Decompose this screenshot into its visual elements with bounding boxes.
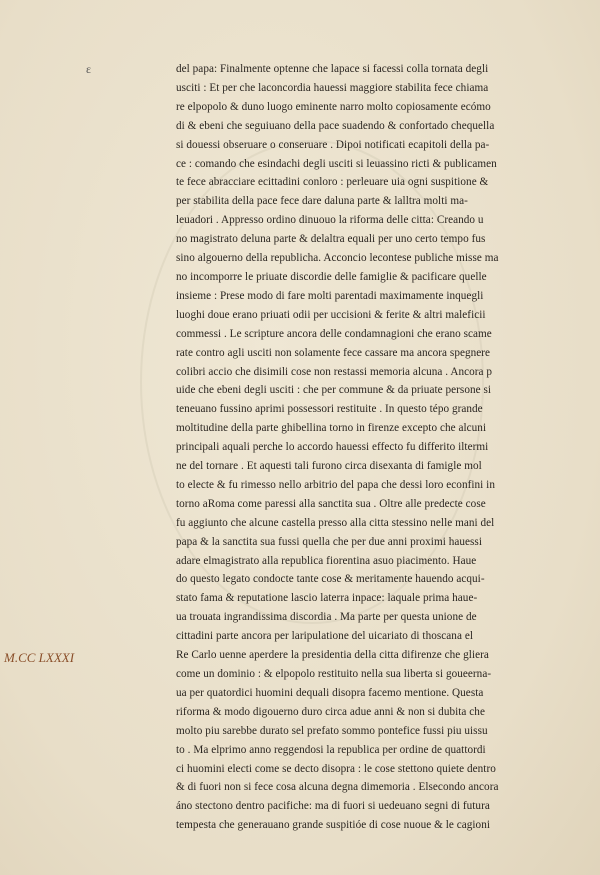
text-line: ce : comando che esindachi degli usciti si leuassino ricti & publicamen	[176, 157, 497, 170]
text-line: come un dominio : & elpopolo restituito nella sua liberta si goueerna-	[176, 668, 492, 680]
text-line: ua trouata ingrandissima discordia . Ma parte per questa unione de	[176, 611, 477, 624]
text-line: torno aRoma come paressi alla sanctita sua . Oltre alle predecte cose	[176, 497, 486, 510]
text-line: ua per quatordici huomini dequali disopra facemo mentione. Questa	[176, 686, 484, 699]
text-line: di & ebeni che seguiuano della pace suadendo & confortado chequella	[176, 119, 495, 132]
text-line: teneuano fussino aprimi possessori restituite . In questo tépo grande	[176, 403, 483, 416]
text-line: do questo legato condocte tante cose & meritamente hauendo acqui-	[176, 573, 485, 586]
text-line: insieme : Prese modo di fare molti parentadi maximamente inquegli	[176, 289, 484, 302]
corner-mark: ε	[86, 62, 92, 76]
text-line: rate contro agli usciti non solamente fece cassare ma ancora spegnere	[176, 346, 491, 359]
text-line: no magistrato deluna parte & delaltra equali per uno certo tempo fus	[176, 233, 486, 246]
text-line: luoghi doue erano priuati odii per uccisioni & ferite & altri maleficii	[176, 308, 486, 321]
text-line: te fece abracciare ecittadini conloro : perleuare uia ogni suspitione &	[176, 176, 489, 189]
text-line: fu aggiunto che alcune castella presso alla citta stessino nelle mani del	[176, 516, 495, 529]
text-line: ne del tornare . Et aquesti tali furono circa disexanta di famigle mol	[176, 460, 482, 473]
text-line: molto piu sarebbe durato sel prefato sommo pontefice fussi piu uissu	[176, 724, 488, 737]
text-line: no incomporre le priuate discordie delle famiglie & pacificare quelle	[176, 270, 487, 283]
text-line: colibri accio che disimili cose non restassi memoria alcuna . Ancora p	[176, 365, 493, 378]
text-line: del papa: Finalmente optenne che lapace si facessi colla tornata degli	[176, 63, 489, 75]
text-line: to . Ma elprimo anno reggendosi la republica per ordine de quattordi	[176, 743, 486, 756]
text-line: to electe & fu rimesso nello arbitrio del papa che dessi loro econfini in	[176, 478, 495, 491]
text-line: & di fuori non si fece cosa alcuna degna dimemoria . Elsecondo ancora	[176, 781, 499, 794]
text-line: stato fama & reputatione lascio laterra inpace: laquale prima haue-	[176, 592, 478, 605]
text-line: leuadori . Appresso ordino dinuouo la riforma delle citta: Creando u	[176, 214, 484, 227]
text-line: uide che ebeni degli usciti : che per commune & da priuate persone si	[176, 384, 492, 397]
text-line: cittadini parte ancora per laripulatione del uicariato di thoscana el	[176, 630, 473, 643]
text-line: Re Carlo uenne aperdere la presidentia della citta difirenze che gliera	[176, 649, 489, 662]
margin-note-date: M.CC LXXXI	[4, 650, 75, 665]
text-line: usciti : Et per che laconcordia hauessi maggiore stabilita fece chiama	[176, 81, 489, 94]
text-line: principali aquali perche lo accordo hauessi effecto fu differito iltermi	[176, 441, 489, 454]
text-line: sino algouerno della republicha. Acconcio lecontese publiche misse ma	[176, 252, 499, 265]
text-line: commessi . Le scripture ancora delle condamnagioni che erano scame	[176, 327, 492, 340]
text-block	[176, 60, 556, 835]
text-line: áno stectono dentro pacifiche: ma di fuori si uedeuano segni di futura	[176, 800, 490, 813]
text-line: adare elmagistrato alla republica fiorentina asuo piacimento. Haue	[176, 554, 477, 567]
text-line: per stabilita della pace fece dare daluna parte & lalltra molti ma-	[176, 195, 468, 208]
text-line: riforma & modo digouerno duro circa adue anni & non si dubita che	[176, 705, 485, 718]
text-line: tempesta che generauano grande suspitióe di cose nuoue & le cagioni	[176, 819, 491, 832]
text-line: ci huomini electi come se decto disopra : le cose stettono quiete dentro	[176, 762, 496, 775]
text-line: moltitudine della parte ghibellina torno in firenze excepto che alcuni	[176, 422, 487, 435]
text-line: re elpopolo & duno luogo eminente narro molto copiosamente ecómo	[176, 100, 491, 113]
text-line: si douessi obseruare o conseruare . Dipoi notificati ecapitoli della pa-	[176, 138, 490, 151]
text-line: papa & la sanctita sua fussi quella che per due anni proximi hauessi	[176, 535, 482, 548]
